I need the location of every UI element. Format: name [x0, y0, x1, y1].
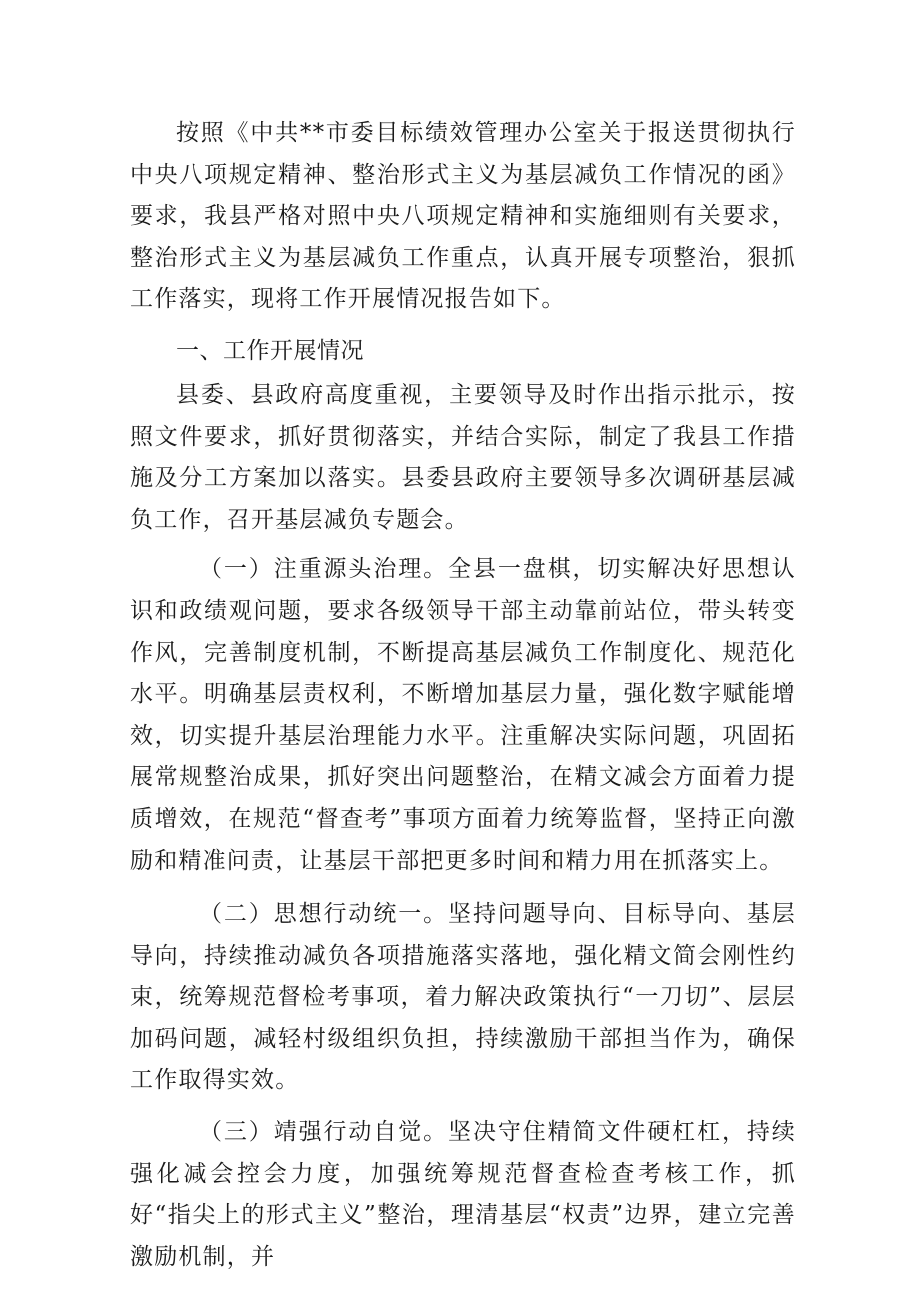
spacer: [130, 541, 796, 549]
document-body: [130, 113, 796, 1278]
item-1-paragraph: （一）注重源头治理。全县一盘棋，切实解决好思想认识和政绩观问题，要求各级领导干部主动靠前站位，带头转变作风，完善制度机制，不断提高基层减负工作制度化、规范化水平。明确基层责权利，不断增加基层力量，强化数字赋能增效，切实提升基层治理能力水平。注重解决实际问题，巩固拓展常规整治成果，抓好突出问题整治，在精文减会方面着力提质增效，在规范“督查考”事项方面着力统筹监督，坚持正向激励和精准问责，让基层干部把更多时间和精力用在抓落实上。: [130, 556, 796, 874]
spacer: [130, 321, 796, 331]
item-2-paragraph: （二）思想行动统一。坚持问题导向、目标导向、基层导向，持续推动减负各项措施落实落地，强化精文简会刚性约束，统筹规范督检考事项，着力解决政策执行“一刀切”、层层加码问题，减轻村级组织负担，持续激励干部担当作为，确保工作取得实效。: [130, 901, 796, 1094]
section-paragraph: 县委、县政府高度重视，主要领导及时作出指示批示，按照文件要求，抓好贯彻落实，并结合实际，制定了我县工作措施及分工方案加以落实。县委县政府主要领导多次调研基层减负工作，召开基层减负专题会。: [130, 381, 796, 533]
intro-paragraph: 按照《中共**市委目标绩效管理办公室关于报送贯彻执行中央八项规定精神、整治形式主义为基层减负工作情况的函》要求，我县严格对照中央八项规定精神和实施细则有关要求，整治形式主义为基层减负工作重点，认真开展专项整治，狠抓工作落实，现将工作开展情况报告如下。: [130, 120, 796, 313]
spacer: [130, 1102, 796, 1112]
spacer: [130, 882, 796, 894]
section-heading: 一、工作开展情况: [176, 337, 364, 364]
item-3-paragraph: （三）靖强行动自觉。坚决守住精简文件硬杠杠，持续强化减会控会力度，加强统筹规范督查检查考核工作，抓好“指尖上的形式主义”整治，理清基层“权责”边界，建立完善激励机制，并: [130, 1119, 796, 1270]
